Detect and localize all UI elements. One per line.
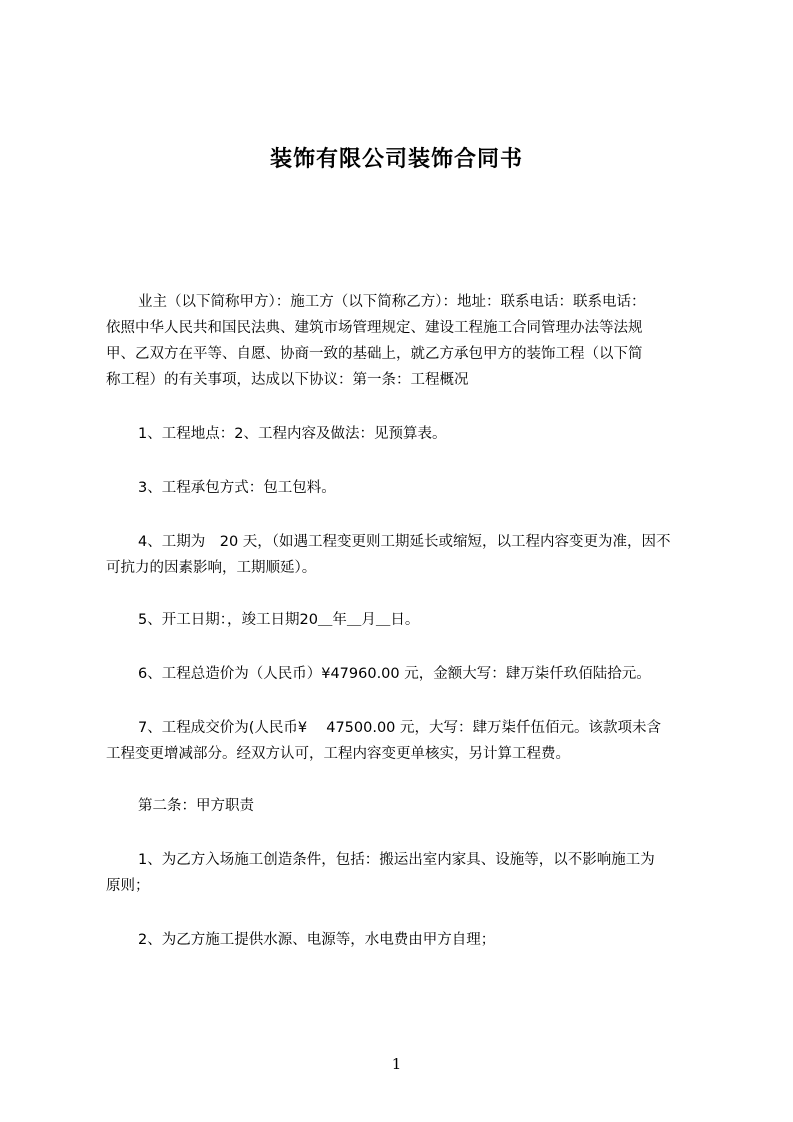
paragraph-line: 1、为乙方入场施工创造条件，包括：搬运出室内家具、设施等，以不影响施工为 (138, 852, 655, 868)
document-title: 装饰有限公司装饰合同书 (269, 147, 523, 172)
paragraph-line: 甲、乙双方在平等、自愿、协商一致的基础上，就乙方承包甲方的装饰工程（以下简 (106, 346, 643, 362)
paragraph-line: 业主（以下简称甲方）：施工方（以下简称乙方）：地址：联系电话：联系电话： (138, 294, 646, 310)
paragraph-line: 4、工期为 20 天，（如遇工程变更则工期延长或缩短，以工程内容变更为准，因不 (138, 534, 671, 550)
paragraph-line: 7、工程成交价为(人民币¥ 47500.00 元，大写：肆万柒仟伍佰元。该款项未含 (138, 720, 662, 736)
paragraph-line: 3、工程承包方式：包工包料。 (138, 480, 336, 496)
paragraph-line: 可抗力的因素影响，工期顺延）。 (106, 560, 317, 576)
paragraph-line: 原则； (106, 878, 150, 894)
paragraph-line: 6、工程总造价为（人民币）¥47960.00 元，金额大写：肆万柒仟玖佰陆拾元。 (138, 666, 651, 682)
paragraph-line: 称工程）的有关事项，达成以下协议：第一条：工程概况 (106, 372, 469, 388)
paragraph-line: 工程变更增减部分。经双方认可，工程内容变更单核实，另计算工程费。 (106, 746, 570, 762)
paragraph-line: 1、工程地点：2、工程内容及做法：见预算表。 (138, 426, 447, 442)
section-heading: 第二条：甲方职责 (138, 798, 254, 814)
paragraph-line: 5、开工日期：，竣工日期20＿年＿月＿日。 (138, 612, 420, 628)
paragraph-line: 2、为乙方施工提供水源、电源等，水电费由甲方自理； (138, 932, 496, 948)
page-number: 1 (391, 1055, 402, 1073)
paragraph-line: 依照中华人民共和国民法典、建筑市场管理规定、建设工程施工合同管理办法等法规 (106, 320, 643, 336)
